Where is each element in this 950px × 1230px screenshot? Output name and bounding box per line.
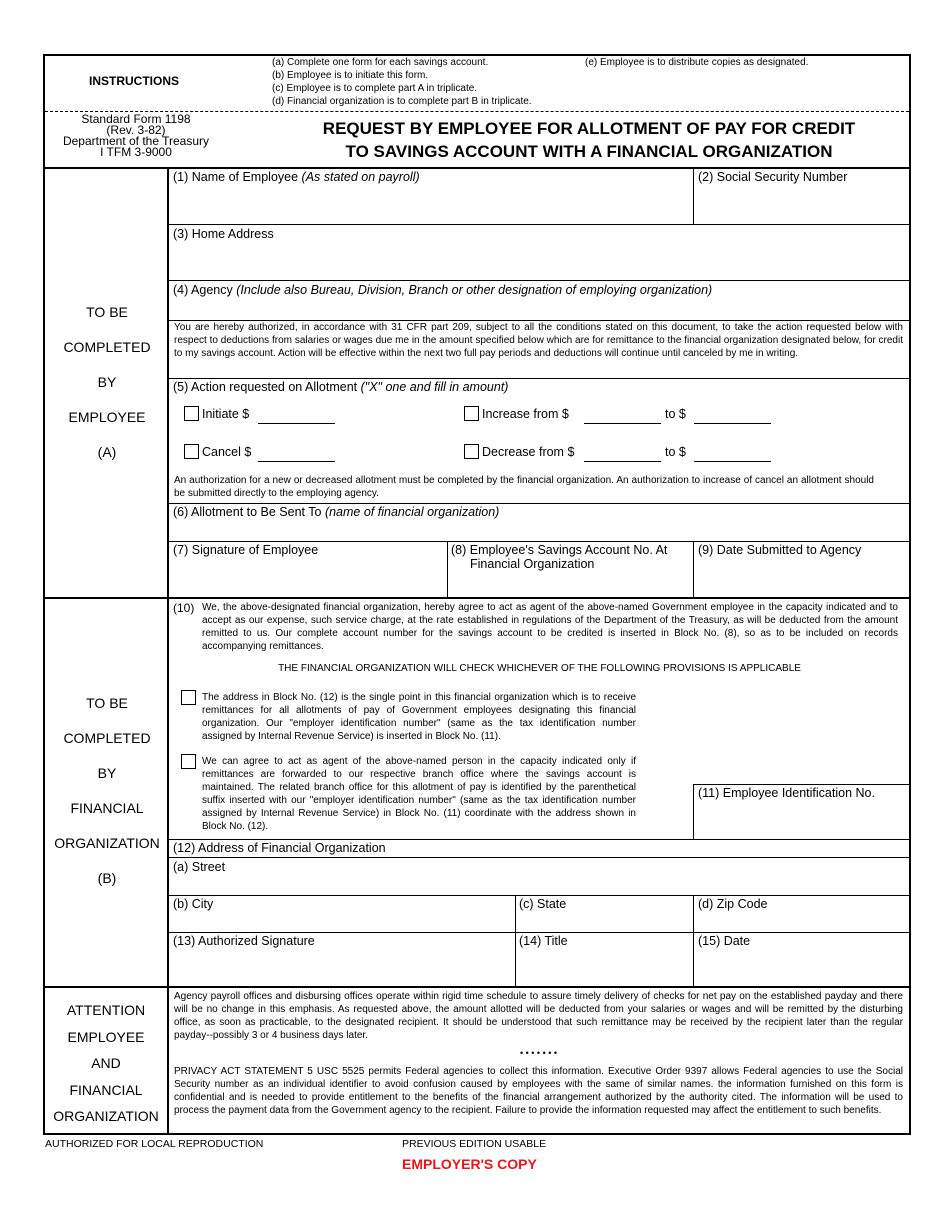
side-b-line: TO BE — [86, 695, 128, 711]
authorization-text: You are hereby authorized, in accordance with 31 CFR part 209, subject to all the conditions stated on this document, to take the action requested below with respect to deductions from salaries or wages due me in the amount specified below which are for remittance to the financial organization designated below, for credit to my savings account. Action will be effective within the next two full pay periods and deductions will continue until canceled by me in writing. — [174, 322, 903, 359]
employee-signature-field[interactable]: (7) Signature of Employee — [173, 543, 319, 557]
increase-label: Increase from $ — [482, 407, 569, 421]
divider — [168, 503, 909, 504]
increase-checkbox[interactable] — [464, 406, 479, 421]
form-frame — [43, 54, 911, 1135]
date-field[interactable]: (15) Date — [698, 934, 751, 948]
payroll-notice-text: Agency payroll offices and disbursing offices operate within rigid time schedule to assure timely delivery of checks for net pay on the established payday and there will be no change in this emphasis. As requested above, the amount allotted will be deducted from your salaries or wages and will be remitted by the disturbing office, as soon as practicable, to the designated recipient. It should be understood that such remittance may be received by the recipient later than the regular payday--possibly 3 or 4 business days later. — [174, 991, 903, 1041]
sent-to-label: (6) Allotment to Be Sent To — [173, 505, 325, 519]
divider — [168, 541, 909, 542]
divider — [693, 895, 694, 986]
divider — [693, 784, 909, 785]
allotment-note: An authorization for a new or decreased allotment must be completed by the financial organization. An authorization to increase of cancel an allotment should be submitted directly to the employing agency. — [174, 475, 874, 499]
form-revision: (Rev. 3-82) — [106, 123, 166, 137]
address-label: (12) Address of Financial Organization — [173, 841, 386, 855]
increase-from-amount[interactable] — [584, 423, 661, 424]
increase-to-amount[interactable] — [694, 423, 771, 424]
form-title — [230, 117, 948, 163]
city-field[interactable]: (b) City — [173, 897, 214, 911]
savings-account-label: (8) Employee's Savings Account No. At — [451, 543, 668, 557]
divider — [693, 168, 694, 224]
local-reproduction-note: AUTHORIZED FOR LOCAL REPRODUCTION — [45, 1138, 264, 1150]
zip-code-field[interactable]: (d) Zip Code — [698, 897, 768, 911]
allotment-sent-to-field[interactable] — [173, 505, 499, 519]
instructions-heading: INSTRUCTIONS — [89, 74, 179, 88]
cancel-label: Cancel $ — [202, 445, 252, 459]
savings-account-label-2: Financial Organization — [470, 557, 595, 571]
initiate-label: Initiate $ — [202, 407, 250, 421]
employer-copy-label: EMPLOYER'S COPY — [402, 1156, 537, 1172]
employee-name-field[interactable] — [173, 170, 420, 184]
previous-edition-note: PREVIOUS EDITION USABLE — [402, 1138, 547, 1150]
form-department: Department of the Treasury — [62, 134, 210, 148]
action-requested-label — [173, 380, 508, 394]
side-attn-line: ATTENTION — [66, 1002, 146, 1018]
street-field[interactable]: (a) Street — [173, 860, 226, 874]
decrease-to-label: to $ — [665, 445, 686, 459]
provision-2-checkbox[interactable] — [181, 754, 196, 769]
date-submitted-field[interactable]: (9) Date Submitted to Agency — [698, 543, 862, 557]
employee-identification-field[interactable]: (11) Employee Identification No. — [698, 786, 875, 800]
separator-dots: • • • • • • • — [519, 1048, 558, 1058]
divider — [168, 932, 909, 933]
authorized-signature-field[interactable]: (13) Authorized Signature — [173, 934, 315, 948]
section-b-top — [45, 597, 909, 599]
divider — [168, 857, 909, 858]
side-b-line: ORGANIZATION — [54, 835, 160, 851]
privacy-act-statement: PRIVACY ACT STATEMENT 5 USC 5525 permits Federal agencies to collect this information. Executive Order 9397 allows Federal agencies to use the Social Security number as an individual identifier to avoid confusion caused by employees with the same of similar names. the information furnished on this form is confidential and is needed to provide entitlement to the benefits of the financial arrangement authorized by the authority cited. The information will be used to process the payment data from the Government agency to the recipient. Failure to provide the information requested may affect the entitlement to such benefits. — [174, 1066, 903, 1116]
side-b-line: BY — [97, 765, 117, 781]
initiate-amount[interactable] — [258, 423, 335, 424]
section-a-side-label — [45, 295, 169, 470]
state-field[interactable]: (c) State — [519, 897, 567, 911]
divider — [168, 895, 909, 896]
cancel-amount[interactable] — [258, 461, 335, 462]
cancel-checkbox[interactable] — [184, 444, 199, 459]
divider — [168, 839, 909, 840]
decrease-label: Decrease from $ — [482, 445, 575, 459]
provision-2-text: We can agree to act as agent of the above-named person in the capacity indicated only if remittances are forwarded to our respective branch office where the savings account is maintained. The related branch office for this allotment of pay is identified by the parenthetical suffix inserted with our "employer identification number" (same as the tax identification number assigned by Internal Revenue Service) in Block No. (11) coordinate with the address shown in Block No. (12). — [202, 756, 636, 832]
agency-label: (4) Agency — [173, 283, 237, 297]
divider — [447, 541, 448, 597]
title-line-2: TO SAVINGS ACCOUNT WITH A FINANCIAL ORGANIZATION — [345, 142, 833, 161]
section-b-side-label — [45, 686, 169, 896]
side-attn-line: FINANCIAL — [69, 1081, 143, 1098]
instruction-d: (d) Financial organization is to complete part B in triplicate. — [272, 96, 532, 107]
form-identifier — [50, 114, 222, 158]
decrease-from-amount[interactable] — [584, 461, 661, 462]
agreement-text: We, the above-designated financial organization, hereby agree to act as agent of the above-named Government employee in the capacity indicated and to accept as our expense, such service charge, at the rate established in regulations of the Department of the Treasury, as will be deducted from the amount remitted to us. Our complete account number for the savings account to be credited is inserted in Block No. (8), so as to be included on records accompanying remittances. — [202, 602, 898, 652]
decrease-to-amount[interactable] — [694, 461, 771, 462]
instruction-b: (b) Employee is to initiate this form. — [272, 70, 429, 81]
form-number: Standard Form 1198 — [81, 112, 191, 126]
instruction-e: (e) Employee is to distribute copies as designated. — [585, 57, 809, 68]
form-tfm: I TFM 3-9000 — [100, 145, 172, 159]
block-10-number: (10) — [173, 601, 195, 615]
instruction-c: (c) Employee is to complete part A in triplicate. — [272, 83, 478, 94]
side-a-line: BY — [97, 374, 117, 390]
employee-name-label: (1) Name of Employee — [173, 170, 302, 184]
provision-1-checkbox[interactable] — [181, 690, 196, 705]
initiate-checkbox[interactable] — [184, 406, 199, 421]
sent-to-note: (name of financial organization) — [324, 505, 500, 519]
action-note: ("X" one and fill in amount) — [360, 380, 509, 394]
ssn-field[interactable]: (2) Social Security Number — [698, 170, 848, 184]
side-b-line: FINANCIAL — [70, 800, 144, 816]
provision-1-text: The address in Block No. (12) is the single point in this financial organization which is to receive remittances for all allotments of pay of Government employees designating this financial organization. Our "employer identification number" (same as the tax identification number assigned by Internal Revenue Service) is inserted in Block No. (11). — [202, 692, 636, 742]
side-attn-line: ORGANIZATION — [53, 1108, 159, 1124]
action-label: (5) Action requested on Allotment — [173, 380, 361, 394]
divider — [693, 784, 694, 839]
side-attn-line: EMPLOYEE — [67, 1028, 145, 1045]
side-a-line: TO BE — [86, 304, 128, 320]
side-b-line: COMPLETED — [63, 730, 151, 746]
instruction-a: (a) Complete one form for each savings account. — [272, 57, 489, 68]
section-a-top — [45, 167, 909, 169]
side-a-line: COMPLETED — [63, 339, 151, 355]
divider — [168, 280, 909, 281]
title-field[interactable]: (14) Title — [519, 934, 568, 948]
attention-left-border — [167, 987, 169, 1133]
employee-name-note: (As stated on payroll) — [301, 170, 420, 184]
agency-note: (Include also Bureau, Division, Branch or other designation of employing organization) — [236, 283, 713, 297]
divider — [168, 224, 909, 225]
title-line-1: REQUEST BY EMPLOYEE FOR ALLOTMENT OF PAY FOR CREDIT — [322, 119, 856, 138]
side-attn-line: AND — [91, 1055, 121, 1071]
savings-account-field[interactable] — [451, 543, 667, 571]
side-b-line: (B) — [97, 870, 117, 886]
decrease-checkbox[interactable] — [464, 444, 479, 459]
attention-side-label — [45, 997, 167, 1130]
divider — [168, 378, 909, 379]
side-a-line: EMPLOYEE — [68, 409, 146, 425]
side-a-line: (A) — [97, 444, 117, 460]
increase-to-label: to $ — [665, 407, 686, 421]
home-address-field[interactable]: (3) Home Address — [173, 227, 274, 241]
check-heading: THE FINANCIAL ORGANIZATION WILL CHECK WHICHEVER OF THE FOLLOWING PROVISIONS IS APPLICABLE — [278, 663, 801, 674]
agency-field[interactable] — [173, 283, 712, 297]
attention-top — [45, 986, 909, 988]
divider — [515, 895, 516, 986]
divider — [693, 541, 694, 597]
